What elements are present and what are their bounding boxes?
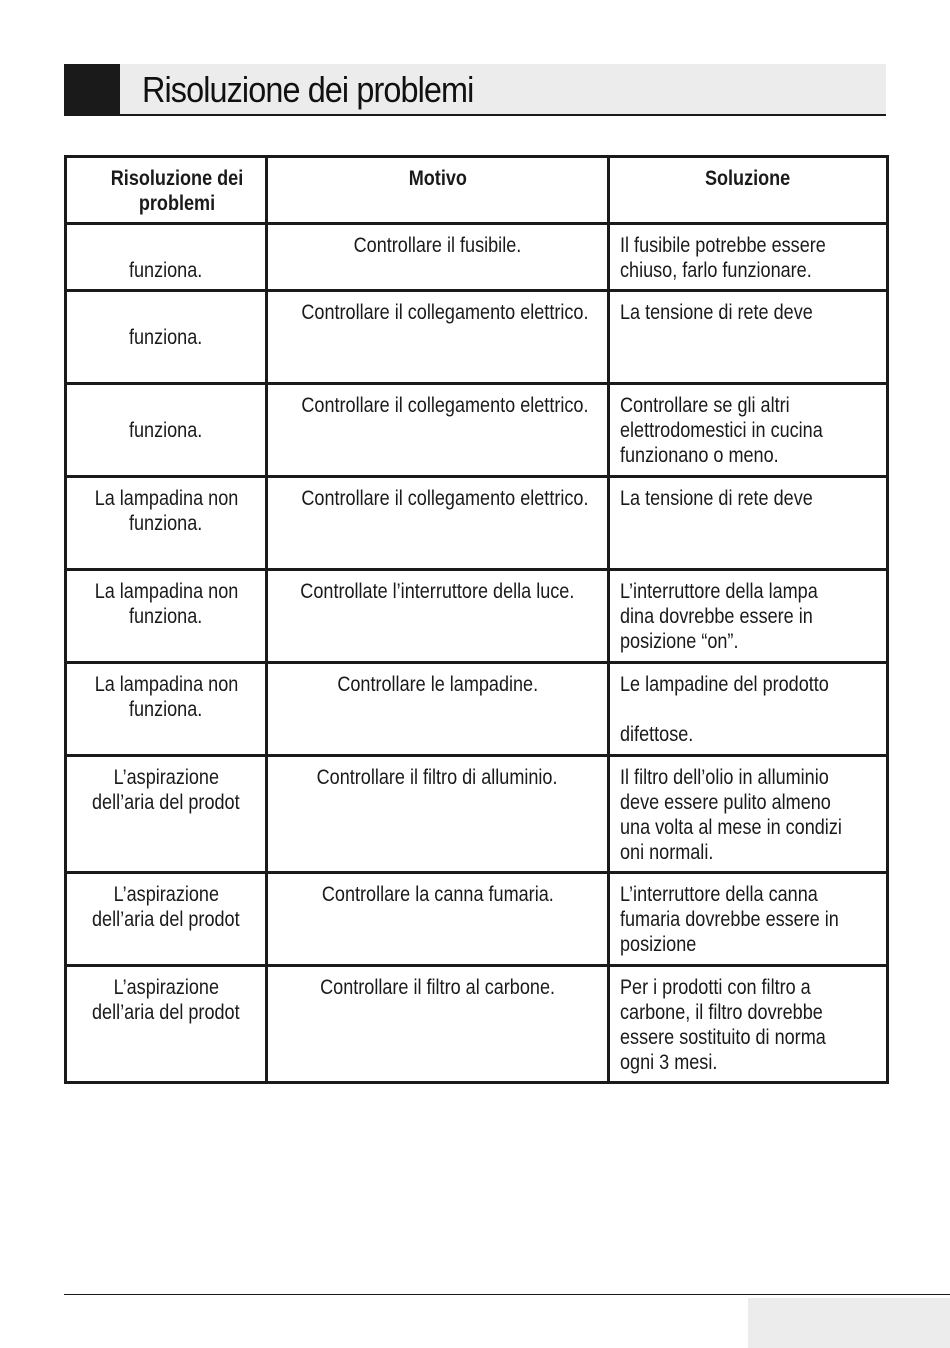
reason-text: Controllare il fusibile. xyxy=(353,234,522,257)
table-row xyxy=(66,384,888,477)
reason-text: Controllare il filtro di alluminio. xyxy=(317,766,558,789)
solution-line: fumaria dovrebbe essere in xyxy=(620,908,839,931)
problem-line: dell’aria del prodot xyxy=(92,1001,240,1024)
solution-line: L’interruttore della canna xyxy=(620,883,818,906)
reason-text: Controllare il collegamento elettrico. xyxy=(301,394,589,417)
problem-line: L’aspirazione xyxy=(113,976,219,999)
reason-cell xyxy=(267,756,609,873)
solution-cell xyxy=(609,873,888,966)
reason-text: Controllare il filtro al carbone. xyxy=(320,976,555,999)
reason-text: Controllare la canna fumaria. xyxy=(321,883,554,906)
solution-line: La tensione di rete deve xyxy=(620,487,813,510)
solution-line: elettrodomestici in cucina xyxy=(620,419,823,442)
table-row xyxy=(66,570,888,663)
problem-line: funziona. xyxy=(129,698,203,721)
problem-cell xyxy=(66,663,267,756)
problem-line: L’aspirazione xyxy=(113,766,219,789)
problem-line: funziona. xyxy=(129,326,203,349)
solution-line: Per i prodotti con filtro a xyxy=(620,976,811,999)
table-header-row xyxy=(66,157,888,224)
reason-text: Controllare il collegamento elettrico. xyxy=(301,301,589,324)
problem-line: funziona. xyxy=(129,259,203,282)
table-row xyxy=(66,477,888,570)
solution-line: Il fusibile potrebbe essere xyxy=(620,234,826,257)
page-title: Risoluzione dei problemi xyxy=(142,69,474,110)
solution-line: difettose. xyxy=(620,723,694,746)
solution-gap xyxy=(620,697,876,722)
solution-cell xyxy=(609,570,888,663)
reason-cell xyxy=(267,873,609,966)
reason-cell xyxy=(267,966,609,1083)
problem-cell xyxy=(66,384,267,477)
table-row xyxy=(66,873,888,966)
reason-text: Controllate l’interruttore della luce. xyxy=(300,580,575,603)
problem-line: L’aspirazione xyxy=(113,883,219,906)
reason-cell xyxy=(267,291,609,384)
page-number-box xyxy=(748,1298,950,1348)
header-text: Motivo xyxy=(408,167,467,190)
solution-line: funzionano o meno. xyxy=(620,444,779,467)
solution-line: una volta al mese in condizi xyxy=(620,816,842,839)
problem-cell xyxy=(66,756,267,873)
reason-cell xyxy=(267,384,609,477)
problem-line: La lampadina non xyxy=(94,580,238,603)
reason-cell xyxy=(267,477,609,570)
header-text: Soluzione xyxy=(705,167,791,190)
column-header-reason xyxy=(267,157,609,224)
solution-cell xyxy=(609,224,888,291)
header-text: Risoluzione dei problemi xyxy=(110,167,244,215)
solution-line: Il filtro dell’olio in alluminio xyxy=(620,766,829,789)
problem-cell xyxy=(66,570,267,663)
solution-line: essere sostituito di norma xyxy=(620,1026,826,1049)
section-header xyxy=(64,64,886,116)
problem-cell xyxy=(66,873,267,966)
reason-cell xyxy=(267,224,609,291)
problem-cell xyxy=(66,291,267,384)
column-header-problem xyxy=(66,157,267,224)
reason-cell xyxy=(267,663,609,756)
solution-line: posizione “on”. xyxy=(620,630,739,653)
solution-line: La tensione di rete deve xyxy=(620,301,813,324)
problem-line: funziona. xyxy=(129,512,203,535)
solution-cell xyxy=(609,291,888,384)
solution-line: oni normali. xyxy=(620,841,714,864)
solution-line: chiuso, farlo funzionare. xyxy=(620,259,812,282)
problem-line: La lampadina non xyxy=(94,487,238,510)
solution-line: posizione xyxy=(620,933,697,956)
table-row xyxy=(66,756,888,873)
table-row xyxy=(66,291,888,384)
troubleshooting-table xyxy=(64,155,889,1084)
header-marker-block xyxy=(64,64,120,114)
solution-cell xyxy=(609,477,888,570)
reason-text: Controllare le lampadine. xyxy=(337,673,538,696)
solution-line: deve essere pulito almeno xyxy=(620,791,831,814)
solution-line: Le lampadine del prodotto xyxy=(620,673,829,696)
problem-line: La lampadina non xyxy=(94,673,238,696)
reason-text: Controllare il collegamento elettrico. xyxy=(301,487,589,510)
solution-line: carbone, il filtro dovrebbe xyxy=(620,1001,823,1024)
problem-line: funziona. xyxy=(129,605,203,628)
solution-cell xyxy=(609,384,888,477)
solution-line: dina dovrebbe essere in xyxy=(620,605,813,628)
solution-cell xyxy=(609,663,888,756)
solution-line: L’interruttore della lampa xyxy=(620,580,818,603)
solution-cell xyxy=(609,756,888,873)
footer-divider xyxy=(64,1294,950,1295)
column-header-solution xyxy=(609,157,888,224)
problem-cell xyxy=(66,966,267,1083)
solution-line: Controllare se gli altri xyxy=(620,394,790,417)
problem-line: dell’aria del prodot xyxy=(92,908,240,931)
problem-line: dell’aria del prodot xyxy=(92,791,240,814)
table-row xyxy=(66,224,888,291)
reason-cell xyxy=(267,570,609,663)
table-row xyxy=(66,966,888,1083)
solution-cell xyxy=(609,966,888,1083)
problem-cell xyxy=(66,224,267,291)
table-row xyxy=(66,663,888,756)
problem-line: funziona. xyxy=(129,419,203,442)
solution-line: ogni 3 mesi. xyxy=(620,1051,718,1074)
problem-cell xyxy=(66,477,267,570)
